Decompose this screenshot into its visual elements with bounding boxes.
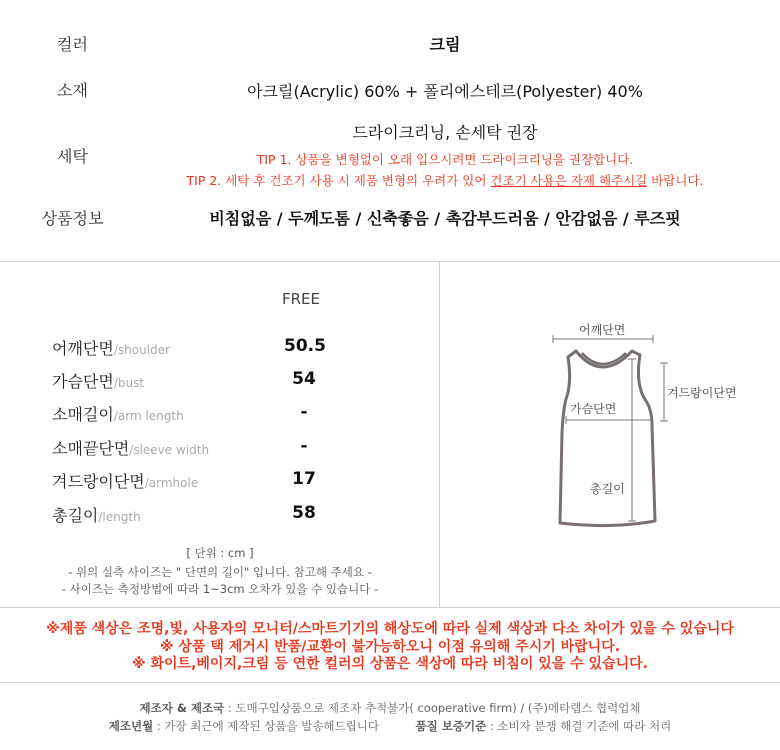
footer-maker-label: 제조자 & 제조국 — [139, 701, 225, 715]
size-row — [52, 503, 352, 529]
size-row — [52, 469, 352, 495]
sleeveless-top-diagram — [540, 325, 680, 535]
footer-date-value: : 가장 최근에 제작된 상품을 발송해드립니다 — [153, 719, 379, 733]
wash-tip-2 — [140, 171, 750, 189]
info-product-label: 상품정보 — [41, 209, 104, 228]
size-unit: [ 단위 : cm ] — [186, 546, 254, 560]
size-row-name: 총길이/length — [52, 506, 141, 525]
info-material-label: 소재 — [57, 81, 88, 100]
size-row-name: 소매끝단면/sleeve width — [52, 439, 210, 458]
diagram-bust-label: 가슴단면 — [570, 402, 617, 416]
diagram-armhole-label: 겨드랑이단면 — [667, 386, 737, 400]
notice-return: ※ 상품 택 제거시 반품/교환이 불가능하오니 이점 유의해 주시기 바랍니다. — [159, 639, 621, 655]
footer-maker-value: : 도매구입상품으로 제조자 추적불가( cooperative firm) / (주)메타랩스 협력업체 — [224, 701, 641, 715]
info-wash-value: 드라이크리닝, 손세탁 권장 — [352, 123, 538, 142]
size-row-value: 58 — [292, 503, 316, 523]
size-row-name: 겨드랑이단면/armhole — [52, 472, 199, 491]
size-row-name: 가슴단면/bust — [52, 372, 145, 391]
diagram-shoulder-label: 어깨단면 — [579, 323, 626, 337]
wash-tip-2-end: 바랍니다. — [647, 173, 704, 188]
size-note-1: - 위의 실측 사이즈는 " 단면의 길이" 입니다. 참고해 주세요 - — [68, 565, 372, 579]
size-row — [52, 369, 352, 395]
footer-quality-label: 품질 보증기준 — [415, 719, 487, 733]
notice-sheer: ※ 화이트,베이지,크림 등 연한 컬러의 상품은 색상에 따라 비침이 있을 수 있습니다. — [132, 656, 648, 672]
info-color-label: 컬러 — [57, 35, 88, 54]
info-color-value: 크림 — [429, 35, 461, 54]
footer-quality-value: : 소비자 분쟁 해결 기준에 따라 처리 — [486, 719, 672, 733]
size-row — [52, 336, 352, 362]
info-material-row — [0, 78, 780, 100]
wash-tip-2-text: TIP 2. 세탁 후 건조기 사용 시 제품 변형의 우려가 있어 — [186, 173, 491, 188]
info-product-row — [0, 206, 780, 228]
size-row-value: 50.5 — [284, 336, 326, 356]
divider-middle — [0, 607, 780, 608]
wash-tip-1: TIP 1. 상품을 변형없이 오래 입으시려면 드라이크리닝을 권장합니다. — [256, 152, 634, 167]
notice-color: ※제품 색상은 조명,빛, 사용자의 모니터/스마트기기의 해상도에 따라 실제 색상과 다소 차이가 있을 수 있습니다 — [46, 621, 734, 637]
divider-bottom — [0, 682, 780, 683]
footer-maker — [0, 700, 780, 716]
footer-date-label: 제조년월 — [108, 719, 154, 733]
size-row-value: 54 — [292, 369, 316, 389]
info-material-value: 아크릴(Acrylic) 60% + 폴리에스테르(Polyester) 40% — [247, 82, 643, 101]
size-row-name: 어깨단면/shoulder — [52, 339, 170, 358]
size-row — [52, 402, 352, 428]
size-row-value: - — [300, 436, 308, 456]
size-row — [52, 436, 352, 462]
divider-top — [0, 261, 780, 262]
size-header: FREE — [282, 290, 321, 308]
size-row-value: 17 — [292, 469, 316, 489]
info-wash-label: 세탁 — [57, 147, 88, 166]
info-color-row — [0, 32, 780, 54]
info-wash-row — [0, 120, 780, 190]
size-row-value: - — [300, 402, 308, 422]
wash-tip-2-underline: 건조기 사용은 자제 해주시길 — [490, 173, 648, 188]
size-row-name: 소매길이/arm length — [52, 405, 184, 424]
footer-date-quality — [0, 718, 780, 734]
size-note-2: - 사이즈는 측정방법에 따라 1~3cm 오차가 있을 수 있습니다 - — [61, 582, 379, 596]
info-product-value: 비침없음 / 두께도톰 / 신축좋음 / 촉감부드러움 / 안감없음 / 루즈핏 — [209, 209, 681, 228]
diagram-length-label: 총길이 — [590, 482, 625, 496]
